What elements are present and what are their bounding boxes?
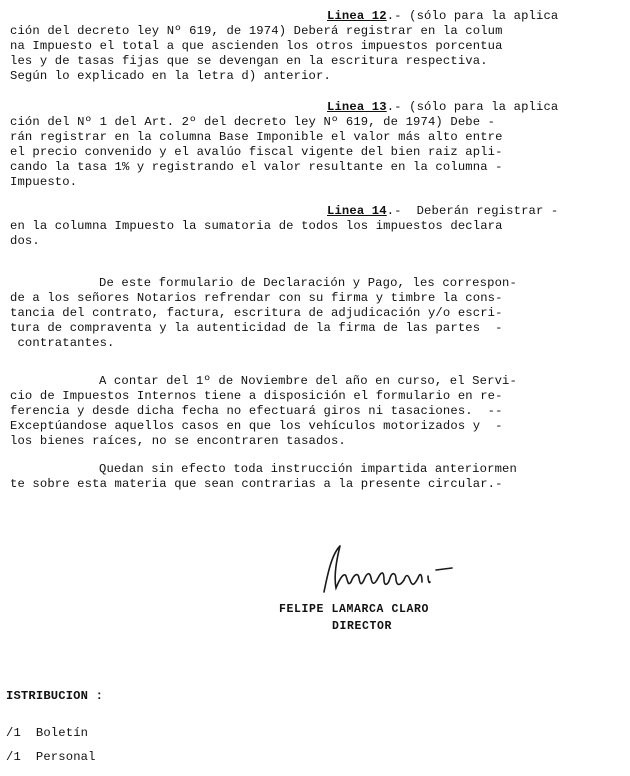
text-line: cio de Impuestos Internos tiene a disposición el formulario en re- [10, 389, 503, 403]
distribution-item: /1 Personal [6, 750, 96, 764]
text-line: en la columna Impuesto la sumatoria de todos los impuestos declara [10, 219, 503, 233]
text-line: Exceptúandose aquellos casos en que los vehículos motorizados y - [10, 419, 503, 433]
distribution-item: /1 Boletín [6, 726, 89, 740]
text-line: Quedan sin efecto toda instrucción impartida anteriormen [99, 462, 517, 476]
heading-linea-14: Linea 14 [327, 204, 387, 218]
signer-title: DIRECTOR [332, 620, 393, 633]
text-line: el precio convenido y el avalúo fiscal vigente del bien raiz apli- [10, 145, 503, 159]
text-line: dos. [10, 234, 40, 248]
text-line: de a los señores Notarios refrendar con su firma y timbre la cons- [10, 291, 503, 305]
text-line: tancia del contrato, factura, escritura de adjudicación y/o escri- [10, 306, 503, 320]
text-line: Impuesto. [10, 175, 78, 189]
handwritten-signature [318, 542, 468, 602]
text-line: cando la tasa 1% y registrando el valor resultante en la columna - [10, 160, 503, 174]
text-line: na Impuesto el total a que ascienden los otros impuestos porcentua [10, 39, 503, 53]
text-line: rán registrar en la columna Base Imponible el valor más alto entre [10, 130, 503, 144]
heading-linea-13: Linea 13 [327, 100, 387, 114]
text-line: les y de tasas fijas que se devengan en la escritura respectiva. [10, 54, 488, 68]
text-line: contratantes. [10, 336, 115, 350]
text-line: ción del decreto ley Nº 619, de 1974) Deberá registrar en la colum [10, 24, 503, 38]
signer-name: FELIPE LAMARCA CLARO [279, 603, 430, 616]
text-line: ferencia y desde dicha fecha no efectuará giros ni tasaciones. -- [10, 404, 503, 418]
text-line: ción del Nº 1 del Art. 2º del decreto ley Nº 619, de 1974) Debe - [10, 115, 496, 129]
text-line: los bienes raíces, no se encontraren tasados. [10, 434, 346, 448]
text-line: Según lo explicado en la letra d) anterior. [10, 69, 331, 83]
text-line: De este formulario de Declaración y Pago, les correspon- [99, 276, 517, 290]
heading-linea-12: Linea 12 [327, 9, 387, 23]
distribution-heading: ISTRIBUCION : [6, 689, 104, 703]
text-line: te sobre esta materia que sean contrarias a la presente circular.- [10, 477, 503, 491]
text-line: tura de compraventa y la autenticidad de la firma de las partes - [10, 321, 503, 335]
text-line: A contar del 1º de Noviembre del año en curso, el Servi- [99, 374, 517, 388]
